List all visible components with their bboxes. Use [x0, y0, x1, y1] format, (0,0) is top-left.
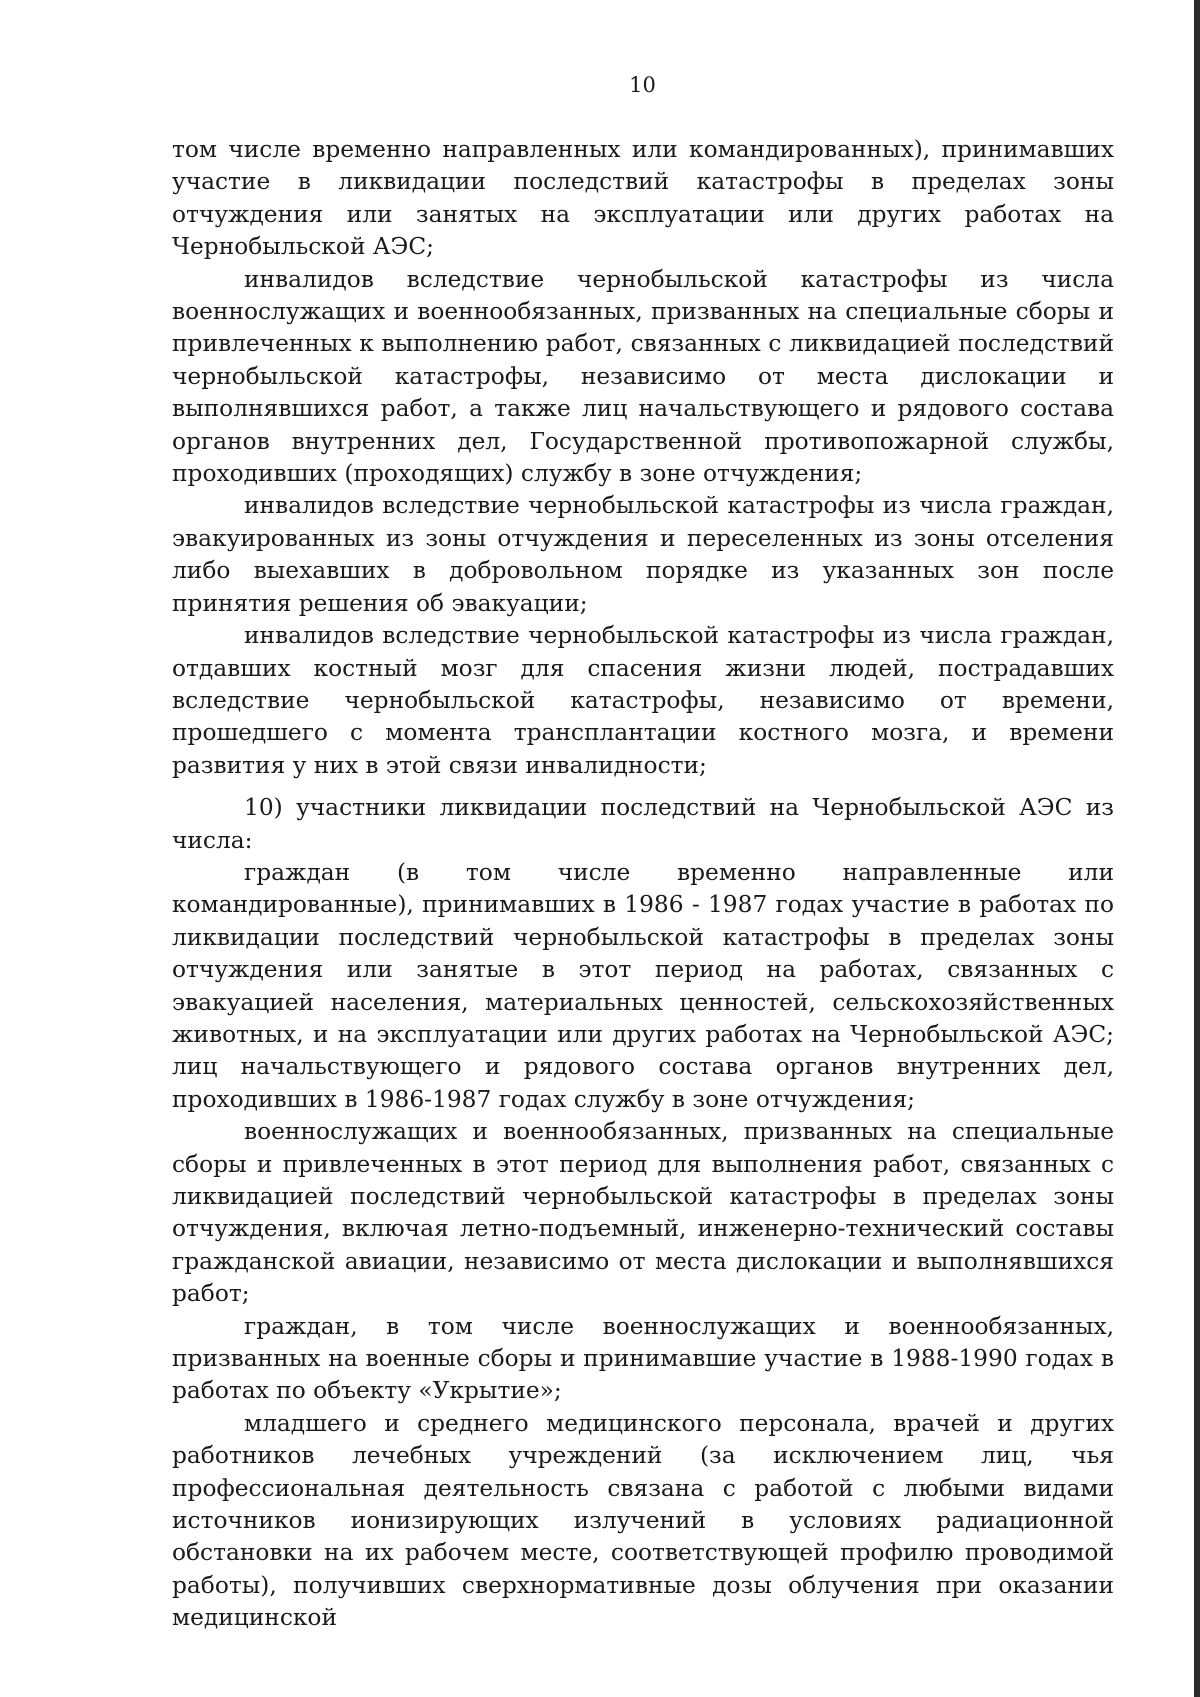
document-body	[172, 134, 1114, 1635]
paragraph: младшего и среднего медицинского персонала, врачей и других работников лечебных учреждений (за исключением лиц, чья профессиональная деятельность связана с работой с любыми видами источников ионизирующих излучений в условиях радиационной обстановки на их рабочем месте, соответствующей профилю проводимой работы), получивших сверхнормативные дозы облучения при оказании медицинской	[172, 1409, 1114, 1632]
page-right-edge	[1194, 0, 1200, 1697]
paragraph: инвалидов вследствие чернобыльской катастрофы из числа граждан, отдавших костный мозг для спасения жизни людей, пострадавших вследствие чернобыльской катастрофы, независимо от времени, прошедшего с момента трансплантации костного мозга, и времени развития у них в этой связи инвалидности;	[172, 622, 1114, 779]
paragraph: военнослужащих и военнообязанных, призванных на специальные сборы и привлеченных в этот период для выполнения работ, связанных с ликвидацией последствий чернобыльской катастрофы в пределах зоны отчуждения, включая летно-подъемный, инженерно-технический составы гражданской авиации, независимо от места дислокации и выполнявшихся работ;	[172, 1118, 1114, 1308]
page-number: 10	[629, 73, 656, 97]
paragraph: инвалидов вследствие чернобыльской катастрофы из числа военнослужащих и военнообязанных, призванных на специальные сборы и привлеченных к выполнению работ, связанных с ликвидацией последствий чернобыльской катастрофы, независимо от места дислокации и выполнявшихся работ, а также лиц начальствующего и рядового состава органов внутренних дел, Государственной противопожарной службы, проходивших (проходящих) службу в зоне отчуждения;	[172, 265, 1114, 488]
paragraph: инвалидов вследствие чернобыльской катастрофы из числа граждан, эвакуированных из зоны отчуждения и переселенных из зоны отселения либо выехавших в добровольном порядке из указанных зон после принятия решения об эвакуации;	[172, 492, 1114, 617]
list-item-heading: 10) участники ликвидации последствий на Чернобыльской АЭС из числа:	[172, 794, 1114, 854]
paragraph: граждан (в том числе временно направленные или командированные), принимавших в 1986 - 1987 годах участие в работах по ликвидации последствий чернобыльской катастрофы в пределах зоны отчуждения или занятые в этот период на работах, связанных с эвакуацией населения, материальных ценностей, сельскохозяйственных животных, и на эксплуатации или других работах на Чернобыльской АЭС; лиц начальствующего и рядового состава органов внутренних дел, проходивших в 1986-1987 годах службу в зоне отчуждения;	[172, 858, 1114, 1113]
paragraph: граждан, в том числе военнослужащих и военнообязанных, призванных на военные сборы и принимавшие участие в 1988-1990 годах в работах по объекту «Укрытие»;	[172, 1312, 1114, 1405]
paragraph: том числе временно направленных или командированных), принимавших участие в ликвидации последствий катастрофы в пределах зоны отчуждения или занятых на эксплуатации или других работах на Чернобыльской АЭС;	[172, 136, 1114, 261]
